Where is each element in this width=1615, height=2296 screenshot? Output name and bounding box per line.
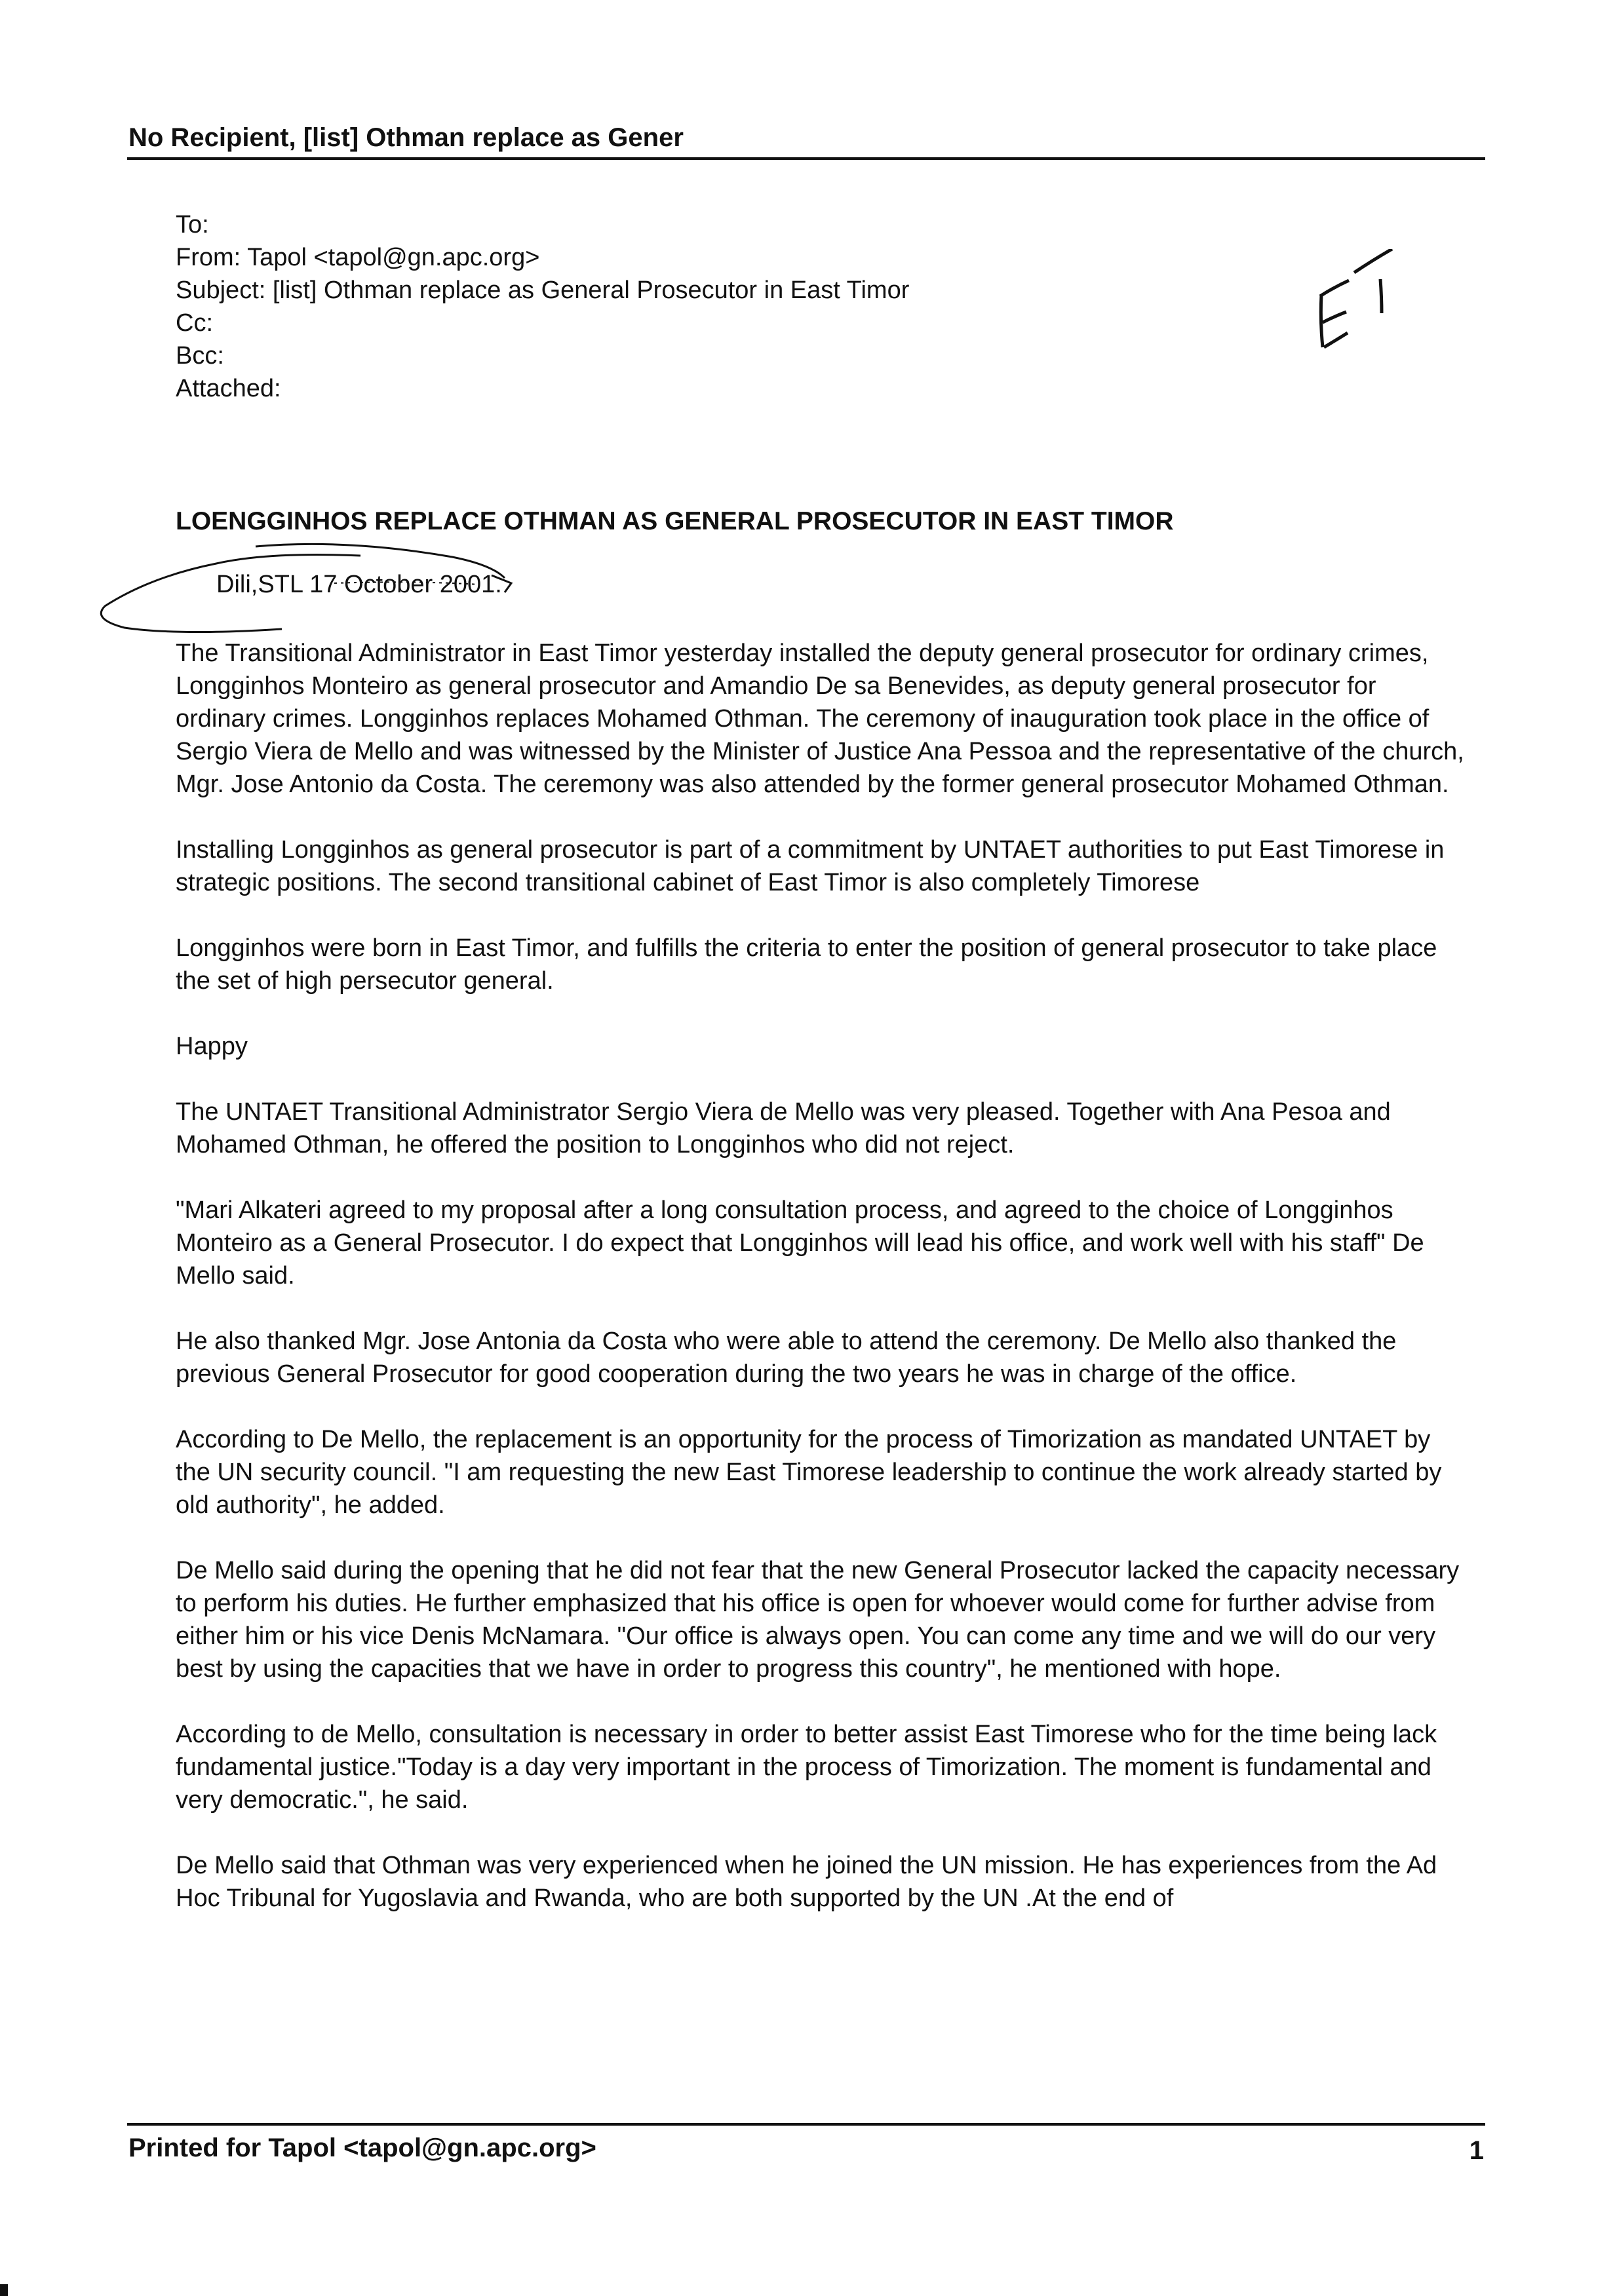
- body-paragraph: He also thanked Mgr. Jose Antonia da Costa who were able to attend the ceremony. De Mello also thanked the previous General Prosecutor for good cooperation during the two years he was in charge of the office.: [176, 1328, 1397, 1388]
- header-divider: [127, 157, 1485, 160]
- handwritten-annotation-mark: [1308, 249, 1407, 360]
- email-bcc-field: Bcc:: [176, 342, 224, 370]
- print-footer-recipient: Printed for Tapol <tapol@gn.apc.org>: [128, 2133, 596, 2162]
- body-paragraph: "Mari Alkateri agreed to my proposal after a long consultation process, and agreed to the choice of Longginhos Monteiro as a General Prosecutor. I do expect that Longginhos will lead his office, and work well with his staff" De Mello said.: [176, 1196, 1424, 1290]
- body-paragraph: Longginhos were born in East Timor, and fulfills the criteria to enter the position of general prosecutor to take place the set of high persecutor general.: [176, 934, 1437, 995]
- email-to-field: To:: [176, 211, 209, 239]
- email-from-field: From: Tapol <tapol@gn.apc.org>: [176, 244, 540, 271]
- body-paragraph: De Mello said that Othman was very experienced when he joined the UN mission. He has experiences from the Ad Hoc Tribunal for Yugoslavia and Rwanda, who are both supported by the UN .At the end of: [176, 1852, 1437, 1912]
- email-cc-field: Cc:: [176, 309, 213, 337]
- print-header-title: No Recipient, [list] Othman replace as Gener: [128, 123, 684, 152]
- footer-divider: [127, 2123, 1485, 2126]
- page-number: 1: [1469, 2136, 1484, 2165]
- body-subheading: Happy: [176, 1033, 248, 1060]
- article-headline: LOENGGINHOS REPLACE OTHMAN AS GENERAL PROSECUTOR IN EAST TIMOR: [176, 507, 1174, 535]
- email-subject-field: Subject: [list] Othman replace as General Prosecutor in East Timor: [176, 277, 910, 304]
- body-paragraph: According to de Mello, consultation is necessary in order to better assist East Timorese who for the time being lack fundamental justice."Today is a day very important in the process of Timorization. The moment is fundamental and very democratic.", he said.: [176, 1721, 1437, 1814]
- body-paragraph: According to De Mello, the replacement is an opportunity for the process of Timorization as mandated UNTAET by the UN security council. "I am requesting the new East Timorese leadership to continue the work already started by old authority", he added.: [176, 1426, 1442, 1519]
- body-paragraph: The UNTAET Transitional Administrator Sergio Viera de Mello was very pleased. Together with Ana Pesoa and Mohamed Othman, he offered the position to Longginhos who did not reject.: [176, 1098, 1391, 1158]
- email-header-block: [176, 208, 909, 405]
- article-dateline: Dili,STL 17 October 2001.: [216, 571, 502, 598]
- email-attached-field: Attached:: [176, 375, 281, 402]
- body-paragraph: Installing Longginhos as general prosecutor is part of a commitment by UNTAET authorities to put East Timorese in strategic positions. The second transitional cabinet of East Timor is also completely Timorese: [176, 836, 1445, 896]
- scan-edge-mark: [0, 2284, 8, 2296]
- body-paragraph: De Mello said during the opening that he did not fear that the new General Prosecutor lacked the capacity necessary to perform his duties. He further emphasized that his office is open for whoever would come for further advise from either him or his vice Denis McNamara. "Our office is always open. You can come any time and we will do our very best by using the capacities that we have in order to progress this country", he mentioned with hope.: [176, 1557, 1460, 1683]
- body-paragraph: The Transitional Administrator in East Timor yesterday installed the deputy general prosecutor for ordinary crimes, Longginhos Monteiro as general prosecutor and Amandio De sa Benevides, as deputy general prosecutor for ordinary crimes. Longginhos replaces Mohamed Othman. The ceremony of inauguration took place in the office of Sergio Viera de Mello and was witnessed by the Minister of Justice Ana Pessoa and the representative of the church, Mgr. Jose Antonio da Costa. The ceremony was also attended by the former general prosecutor Mohamed Othman.: [176, 640, 1464, 798]
- article-body: [176, 637, 1467, 1947]
